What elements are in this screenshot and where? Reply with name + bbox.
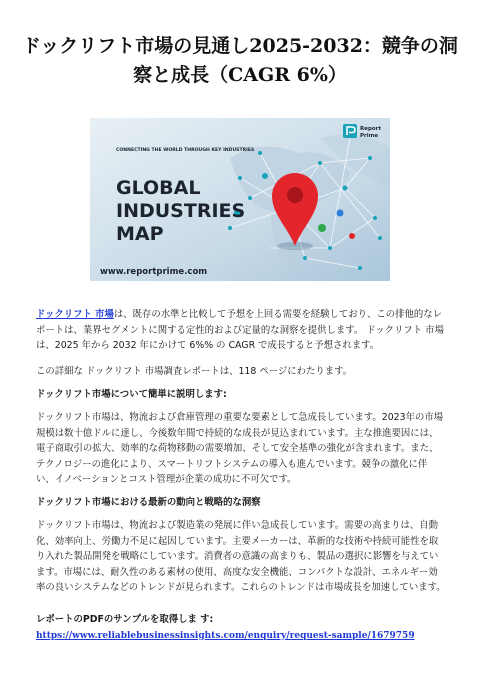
banner-website: www.reportprime.com [100,267,208,277]
banner-image [90,118,390,281]
banner-headline-line1: GLOBAL [116,177,201,199]
logo-line1: Report [360,126,382,132]
sample-request-link[interactable]: https://www.reliablebusinessinsights.com/enquiry/request-sample/1679759 [36,630,415,641]
reportprime-logo [343,124,381,139]
market-keyword-link[interactable]: ドックリフト 市場 [36,309,114,320]
logo-line2: Prime [360,133,379,139]
section-heading-overview: ドックリフト市場について簡単に説明します: [36,389,227,400]
banner-headline-line3: MAP [116,223,164,245]
banner-headline-line2: INDUSTRIES [116,200,246,222]
banner-tagline: CONNECTING THE WORLD THROUGH KEY INDUSTRIES [116,148,255,153]
pages-note: この詳細な ドックリフト 市場調査レポートは、118 ページにわたります。 [36,366,353,377]
intro-paragraph [36,307,446,354]
trends-paragraph: ドックリフト市場は、物流および製造業の発展に伴い急成長しています。需要の高まりは、自動化、効率向上、労働力不足に起因しています。主要メーカーは、革新的な技術や持続可能性を取り入れた製品開発を戦略にしています。消費者の意識の高まりも、製品の選択に影響を与えています。市場には、耐久性のある素材の使用、高度な安全機能、コンパクトな設計、エネルギー効率の良いシステムなどのトレンドが見られます。これらのトレンドは市場成長を加速しています。 [36,520,446,593]
page-title: ドックリフト市場の見通し2025-2032：競争の洞察と成長（CAGR 6%） [22,35,458,86]
intro-text: は、既存の水準と比較して予想を上回る需要を経験しており、この排他的なレポートは、業界セグメントに関する定性的および定量的な洞察を提供します。 ドックリフト 市場は、2025 年から 2032 年にかけて 6%% の CAGR で成長すると予想されます。 [36,309,444,351]
sample-request [36,612,446,644]
section-heading-trends: ドックリフト市場における最新の動向と戦略的な洞察 [36,497,261,508]
global-industries-map-illustration [90,118,390,281]
overview-paragraph: ドックリフト市場は、物流および倉庫管理の重要な要素として急成長しています。2023年の市場規模は数十億ドルに達し、今後数年間で持続的な成長が見込まれています。主な推進要因には、電子商取引の拡大、効率的な荷物移動の需要増加、そして安全基準の強化が含まれます。また、テクノロジーの進化により、スマートリフトシステムの導入も進んでいます。競争の激化に伴い、イノベーションとコスト管理が企業の成功に不可欠です。 [36,412,444,485]
sample-request-label: レポートのPDFのサンプルを取得しま す: [36,614,214,625]
